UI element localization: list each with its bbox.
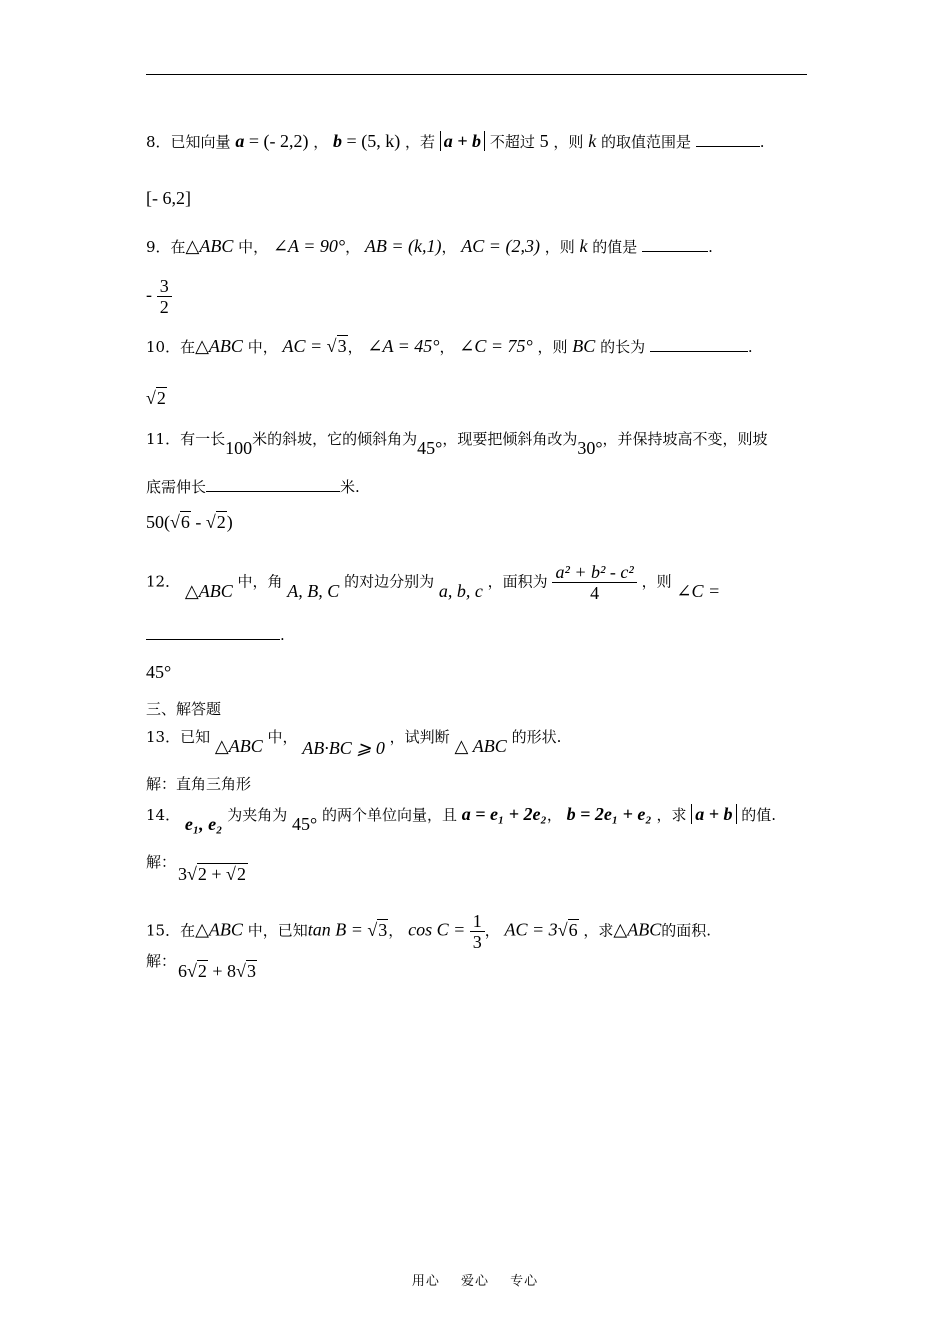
comma: ， xyxy=(345,238,361,256)
q12-text: ，则 xyxy=(641,572,672,591)
q14-text: 为夹角为 xyxy=(227,806,288,824)
side-ac: AC = 3 xyxy=(504,919,558,940)
q11-angle1: 45° xyxy=(417,438,443,458)
angle-a: ∠A = 45° xyxy=(367,336,440,356)
vector-a: a xyxy=(235,131,245,151)
q15-number: 15．在 xyxy=(146,921,196,940)
comma: ， xyxy=(484,921,500,940)
radicand: 2 xyxy=(197,961,207,981)
q12-text: 的对边分别为 xyxy=(344,572,435,591)
q9-k: k xyxy=(579,236,588,256)
vector-b-value: = (5, k) xyxy=(342,131,401,151)
numerator: 3 xyxy=(157,276,172,297)
answer-blank xyxy=(146,625,280,640)
paren: ) xyxy=(226,512,233,532)
q14-text: ，求 xyxy=(656,806,687,824)
q13-text: ，试判断 xyxy=(389,728,450,746)
answer-10 xyxy=(146,388,167,408)
question-11-line2 xyxy=(146,477,360,497)
vector-a-value: = (- 2,2) xyxy=(244,131,309,151)
sqrt: √6 xyxy=(557,919,578,940)
q9-text-then: ，则 xyxy=(544,238,575,256)
sqrt: √2 xyxy=(146,388,166,408)
denominator: 2 xyxy=(159,297,169,317)
answer-12: 45° xyxy=(146,662,172,682)
comma: ， xyxy=(546,806,562,824)
q11-text: ，现要把倾斜角改为 xyxy=(442,430,578,448)
sqrt: √3 xyxy=(236,961,256,981)
side-bc: BC xyxy=(572,336,596,356)
question-14 xyxy=(146,804,777,834)
answer-13: 解：直角三角形 xyxy=(146,775,252,793)
q10-number: 10．在 xyxy=(146,338,196,356)
radicand: 2 xyxy=(236,864,246,884)
radicand: 6 xyxy=(568,919,578,940)
q8-k: k xyxy=(588,131,597,151)
answer-blank xyxy=(206,477,340,492)
q14-angle: 45° xyxy=(291,814,318,834)
abs-a-plus-b: a + b xyxy=(691,804,736,824)
vector-ab: AB = (k,1) xyxy=(364,236,442,256)
numerator: 1 xyxy=(470,911,485,932)
minus-sign: - xyxy=(146,284,152,305)
q11-text: 米的斜坡，它的倾斜角为 xyxy=(252,430,418,448)
fraction xyxy=(470,911,485,952)
denominator: 3 xyxy=(472,932,482,952)
q11-length: 100 xyxy=(225,438,253,458)
comma: ， xyxy=(313,133,329,151)
vector-b: b xyxy=(333,131,343,151)
q12-sides: a, b, c xyxy=(438,580,483,601)
fraction xyxy=(157,276,172,317)
section-heading-3: 三、解答题 xyxy=(146,700,222,718)
q12-text: 中，角 xyxy=(237,572,283,591)
triangle-abc: △ABC xyxy=(613,919,662,940)
side-ac: AC = xyxy=(282,336,327,356)
q12-number: 12． xyxy=(146,572,181,591)
footer-text: 专心 xyxy=(510,1274,539,1289)
area-fraction xyxy=(552,562,636,603)
q12-text: ，面积为 xyxy=(487,572,548,591)
answer-8: [- 6,2] xyxy=(146,188,191,208)
answer-blank xyxy=(696,132,760,147)
period: . xyxy=(708,238,713,256)
radicand xyxy=(197,863,248,884)
sqrt: √3 xyxy=(326,336,347,356)
answer-blank xyxy=(650,337,748,352)
dot-product-expression: AB·BC ⩾ 0 xyxy=(302,738,385,758)
angle-c: ∠C = xyxy=(676,580,721,601)
angle-a: ∠A = 90° xyxy=(272,236,346,256)
footer-text: 用心 xyxy=(411,1274,440,1289)
unit-vectors: e₁, e₂ xyxy=(184,814,223,834)
q9-text-value: 的值是 xyxy=(592,238,638,256)
q13-text: 中， xyxy=(267,728,298,746)
sqrt: √2 xyxy=(226,864,246,884)
radicand: 6 xyxy=(180,512,190,532)
q11-text: ，并保持坡高不变，则坡 xyxy=(602,430,768,448)
q10-text-then: ，则 xyxy=(537,338,568,356)
radicand: 3 xyxy=(337,336,347,356)
sqrt: √2 + √2 xyxy=(187,864,246,884)
triangle-abc: △ABC xyxy=(184,580,233,601)
question-13 xyxy=(146,726,562,758)
abs-a-plus-b: a + b xyxy=(440,131,485,151)
q8-text-if: ，若 xyxy=(404,133,435,151)
period: . xyxy=(759,133,765,151)
cos-c: cos C = xyxy=(408,919,470,940)
triangle-abc: △ABC xyxy=(195,336,243,356)
radicand-part: 2 + xyxy=(197,864,227,884)
q11-angle2: 30° xyxy=(577,438,603,458)
vector-ac: AC = (2,3) xyxy=(461,236,540,256)
q8-five: 5 xyxy=(539,131,549,151)
q8-number: 8．已知向量 xyxy=(146,133,231,151)
sqrt: √2 xyxy=(205,512,226,532)
question-12-line2 xyxy=(146,625,285,645)
comma: ， xyxy=(441,238,457,256)
question-15 xyxy=(146,911,711,952)
question-11 xyxy=(146,428,768,458)
q14-text: 的值. xyxy=(741,806,777,824)
q9-number: 9．在 xyxy=(146,238,186,256)
triangle-abc: △ABC xyxy=(195,919,243,940)
radicand: 3 xyxy=(378,919,388,940)
radicand: 2 xyxy=(216,512,226,532)
angle-c: ∠C = 75° xyxy=(459,336,533,356)
q11-text: 米. xyxy=(340,478,360,496)
q15-text: 的面积. xyxy=(661,921,711,940)
period: . xyxy=(280,626,285,644)
answer-14-expression xyxy=(178,864,248,884)
tan-b: tan B = xyxy=(307,919,368,940)
answer-15-expression xyxy=(178,961,257,981)
coefficient: 6 xyxy=(178,961,187,981)
question-9 xyxy=(146,236,713,257)
comma: ， xyxy=(439,338,455,356)
answer-blank xyxy=(642,237,708,252)
answer-9 xyxy=(146,276,172,317)
radicand: 2 xyxy=(156,388,166,408)
answer-15 xyxy=(146,951,176,971)
q8-text: 不超过 xyxy=(489,133,535,151)
q15-text: 中，已知 xyxy=(247,921,308,940)
q14-text: 的两个单位向量，且 xyxy=(321,806,457,824)
q8-text-range: 的取值范围是 xyxy=(600,133,691,151)
period: . xyxy=(747,338,753,356)
vector-b-expression: b = 2e₁ + e₂ xyxy=(566,804,652,824)
coefficient: 50( xyxy=(146,512,170,532)
question-12 xyxy=(146,562,720,603)
operator: - xyxy=(190,512,206,532)
q13-text: 的形状. xyxy=(511,728,562,746)
page-footer xyxy=(0,1270,950,1289)
q8-text-then: ，则 xyxy=(553,133,584,151)
q10-text-len: 的长为 xyxy=(600,338,646,356)
coefficient: 3 xyxy=(178,864,187,884)
footer-text: 爱心 xyxy=(460,1274,489,1289)
triangle-abc: △ABC xyxy=(185,236,234,256)
numerator: a² + b² - c² xyxy=(552,562,636,583)
comma: ， xyxy=(347,338,363,356)
answer-label: 解： xyxy=(146,853,177,871)
q13-number: 13．已知 xyxy=(146,728,211,746)
operator: + 8 xyxy=(207,961,237,981)
q11-text: 11．有一长 xyxy=(146,430,226,448)
question-10 xyxy=(146,336,753,357)
q15-text: ，求 xyxy=(583,921,614,940)
header-rule xyxy=(146,74,807,75)
q14-number: 14． xyxy=(146,806,181,824)
answer-label: 解： xyxy=(146,952,177,970)
answer-14 xyxy=(146,852,176,872)
answer-11 xyxy=(146,512,233,532)
sqrt: √2 xyxy=(187,961,207,981)
vector-a-expression: a = e₁ + 2e₂ xyxy=(461,804,547,824)
sqrt: √6 xyxy=(170,512,190,532)
triangle-abc: △ ABC xyxy=(454,736,507,756)
comma: ， xyxy=(388,921,404,940)
radicand: 3 xyxy=(246,961,256,981)
q10-text: 中， xyxy=(247,338,278,356)
question-8 xyxy=(146,131,765,152)
q11-text: 底需伸长 xyxy=(146,478,207,496)
q9-text: 中， xyxy=(238,238,269,256)
sqrt: √3 xyxy=(367,919,388,940)
q12-angles: A, B, C xyxy=(287,580,340,601)
denominator: 4 xyxy=(590,583,600,603)
triangle-abc: △ABC xyxy=(214,736,263,756)
